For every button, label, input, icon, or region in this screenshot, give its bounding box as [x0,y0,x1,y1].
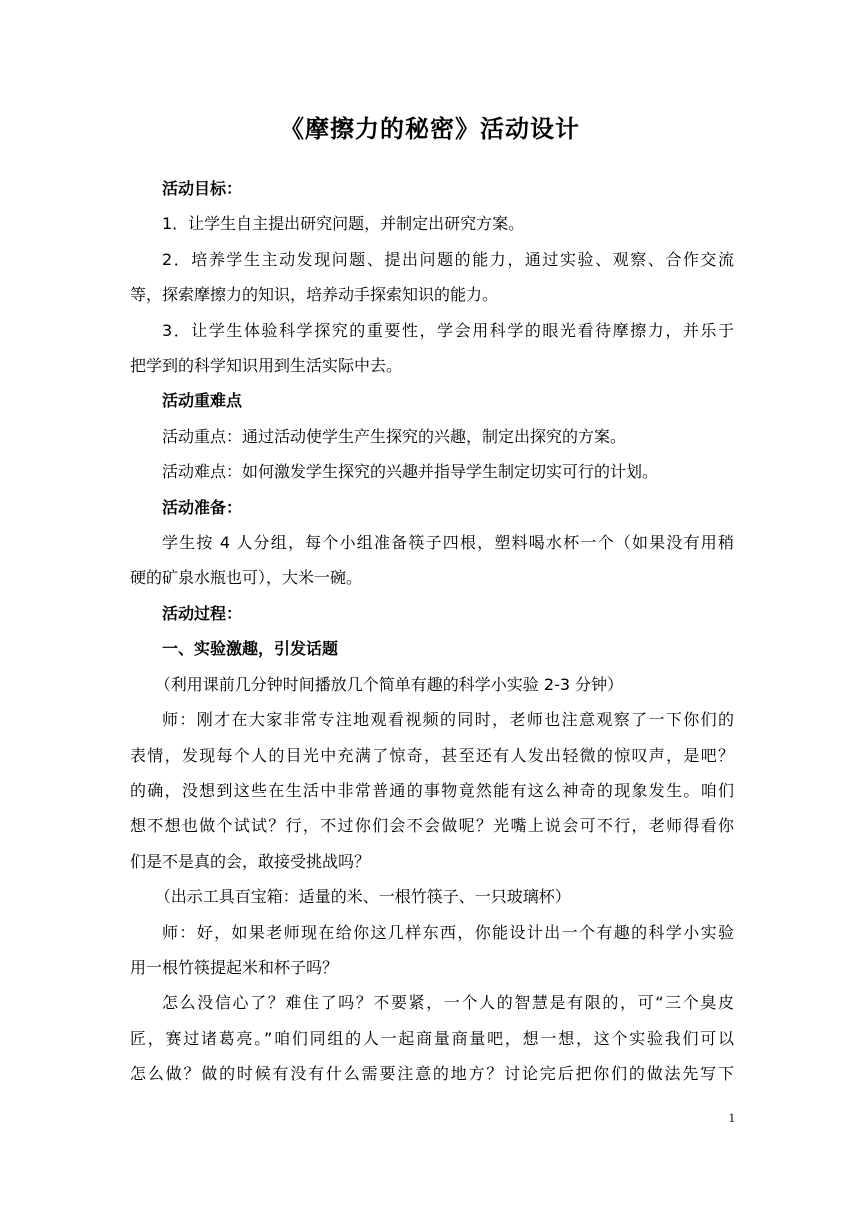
key-points-heading: 活动重难点 [162,391,243,411]
objective-item-2-line-2: 等，探索摩擦力的知识，培养动手探索知识的能力。 [130,285,499,305]
document-title: 《摩擦力的秘密》活动设计 [280,115,580,143]
key-point-focus: 活动重点：通过活动使学生产生探究的兴趣，制定出探究的方案。 [162,426,627,446]
preparation-heading: 活动准备： [162,497,243,517]
teacher-paragraph-3 [130,985,734,1091]
teacher-paragraph-3-line-3: 怎么做？做的时候有没有什么需要注意的地方？讨论完后把你们的做法先写下 [130,1064,734,1084]
objective-item-2 [130,242,734,313]
teacher-paragraph-1-line-2: 表情，发现每个人的目光中充满了惊奇，甚至还有人发出轻微的惊叹声，是吧？ [130,745,734,765]
objectives-heading: 活动目标： [162,179,243,198]
teacher-paragraph-1-line-3: 的确，没想到这些在生活中非常普通的事物竟然能有这么神奇的现象发生。咱们 [130,780,734,800]
document-body [130,171,734,1092]
preparation-line-2: 硬的矿泉水瓶也可），大米一碗。 [130,568,363,588]
teacher-paragraph-3-line-1: 怎么没信心了？难住了吗？不要紧，一个人的智慧是有限的，可“三个臭皮 [162,993,734,1013]
preparation-paragraph [130,525,734,596]
stage-note-1: （利用课前几分钟时间播放几个简单有趣的科学小实验 2-3 分钟） [154,674,624,694]
section-1-heading: 一、实验激趣，引发话题 [162,639,339,659]
teacher-paragraph-1-line-1: 师：刚才在大家非常专注地观看视频的同时，老师也注意观察了一下你们的 [162,710,734,730]
stage-note-2: （出示工具百宝箱：适量的米、一根竹筷子、一只玻璃杯） [154,887,571,907]
objective-item-1: 1．让学生自主提出研究问题，并制定出研究方案。 [162,214,525,234]
teacher-paragraph-2-line-1: 师：好，如果老师现在给你这几样东西，你能设计出一个有趣的科学小实验 [162,922,734,942]
teacher-paragraph-1-line-4: 想不想也做个试试？行，不过你们会不会做呢？光嘴上说会可不行，老师得看你 [130,816,734,836]
teacher-paragraph-1-line-5: 们是不是真的会，敢接受挑战吗？ [130,851,371,871]
key-point-difficulty: 活动难点：如何激发学生探究的兴趣并指导学生制定切实可行的计划。 [162,462,659,482]
objective-item-3-line-1: 3．让学生体验科学探究的重要性，学会用科学的眼光看待摩擦力，并乐于 [162,320,734,340]
process-heading: 活动过程： [162,603,243,623]
teacher-paragraph-2-line-2: 用一根竹筷提起米和杯子吗？ [130,957,339,977]
objective-item-2-line-1: 2．培养学生主动发现问题、提出问题的能力，通过实验、观察、合作交流 [162,249,734,269]
preparation-line-1: 学生按 4 人分组，每个小组准备筷子四根，塑料喝水杯一个（如果没有用稍 [162,533,734,553]
teacher-paragraph-2 [130,915,734,986]
objective-item-3-line-2: 把学到的科学知识用到生活实际中去。 [130,356,403,376]
teacher-paragraph-3-line-2: 匠，赛过诸葛亮。”咱们同组的人一起商量商量吧，想一想，这个实验我们可以 [130,1028,734,1048]
objective-item-3 [130,313,734,384]
teacher-paragraph-1 [130,702,734,879]
page-number: 1 [728,1110,735,1125]
